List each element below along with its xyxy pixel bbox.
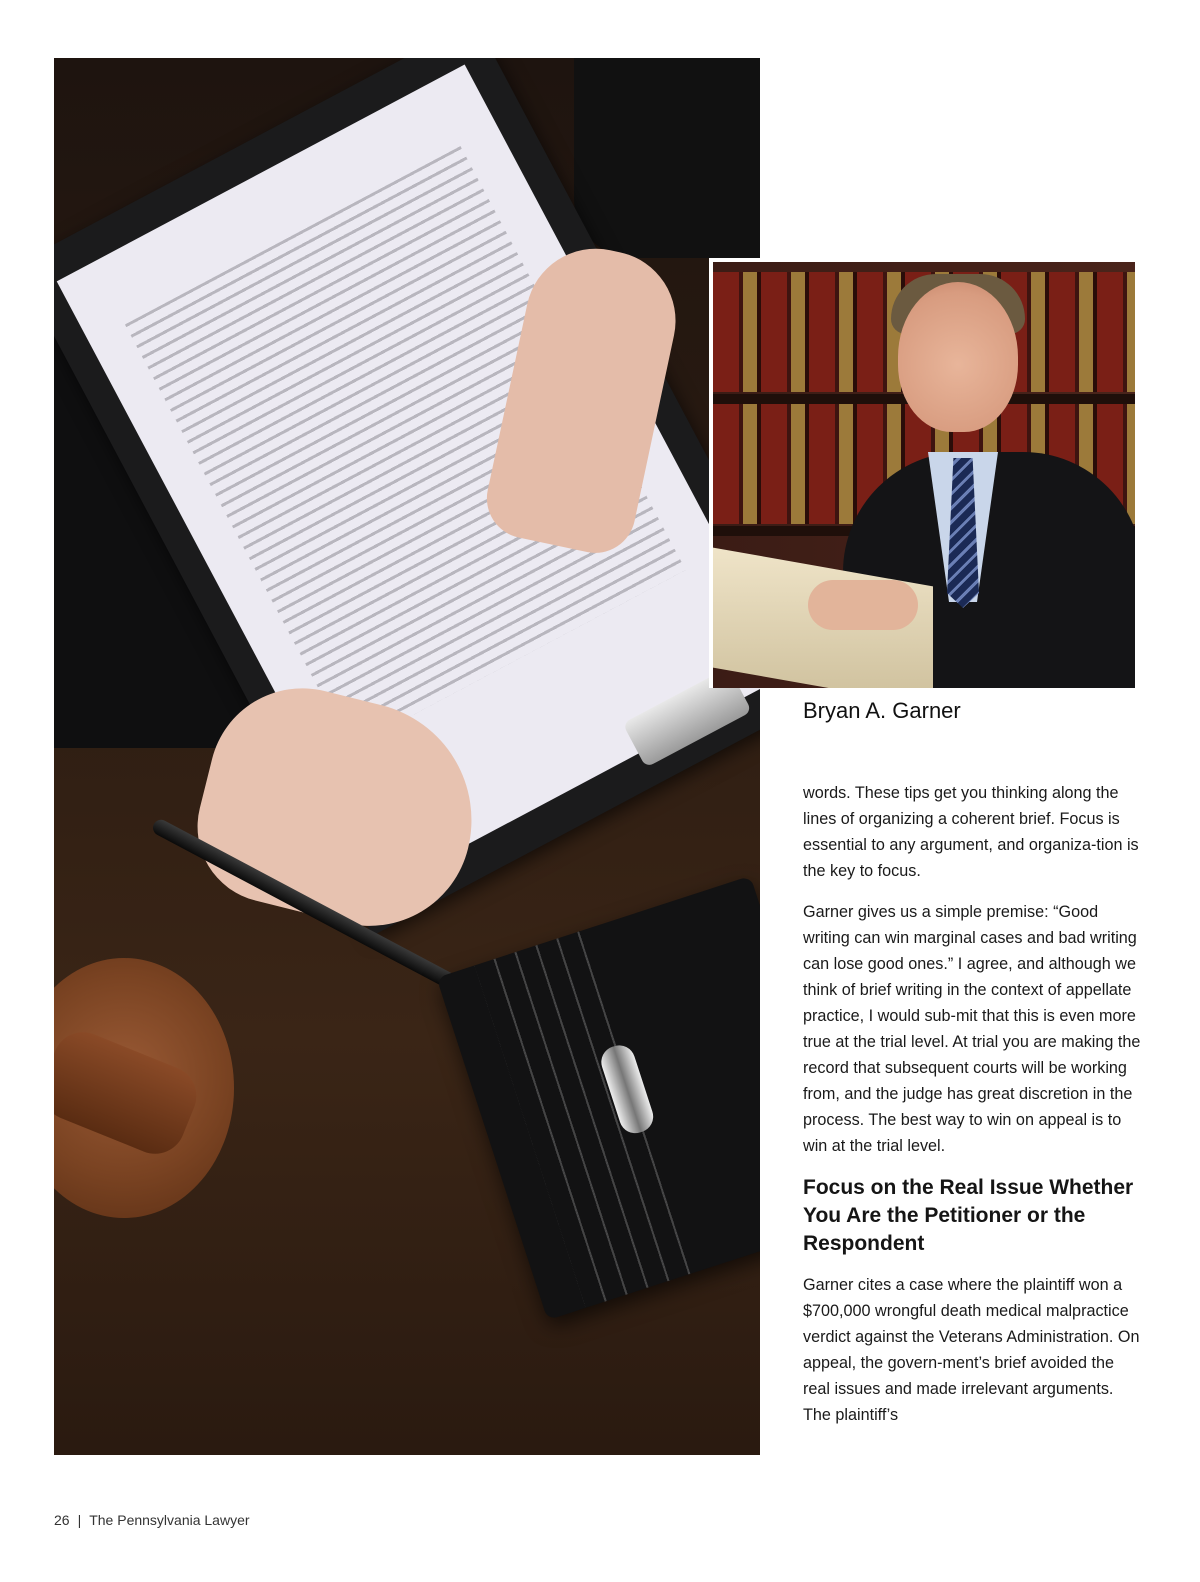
article-paragraph: Garner cites a case where the plaintiff won a $700,000 wrongful death medical malpractice verdict against the Veterans Administration. On appeal, the govern-ment’s brief avoided the real issues and made irrelevant arguments. The plaintiff’s [803, 1276, 1140, 1424]
photo-caption: Bryan A. Garner [803, 698, 961, 723]
page-number: 26 [54, 1512, 70, 1528]
black-folder [436, 876, 760, 1320]
page-footer [54, 1512, 250, 1528]
section-heading: Focus on the Real Issue Whether You Are the Petitioner or the Respondent [803, 1176, 1134, 1255]
article-column [803, 780, 1143, 1443]
man-hand [808, 580, 918, 630]
man-face [898, 282, 1018, 432]
footer-separator: | [77, 1512, 82, 1528]
article-paragraph: words. These tips get you thinking along the lines of organizing a coherent brief. Focus is essential to any argument, and organiza-tion is the key to focus. [803, 784, 1139, 880]
author-portrait-photo [709, 258, 1135, 688]
judge-desk-photo [54, 58, 760, 1455]
publication-name: The Pennsylvania Lawyer [89, 1512, 250, 1528]
folder-stripes [474, 928, 699, 1307]
robe-sleeve-top [574, 58, 760, 258]
article-paragraph: Garner gives us a simple premise: “Good writing can win marginal cases and bad writing can lose good ones.” I agree, and although we think of brief writing in the context of appellate practice, I would sub-mit that this is even more true at the trial level. At trial you are making the record that subsequent courts will be working from, and the judge has great discretion in the process. The best way to win on appeal is to win at the trial level. [803, 903, 1141, 1155]
